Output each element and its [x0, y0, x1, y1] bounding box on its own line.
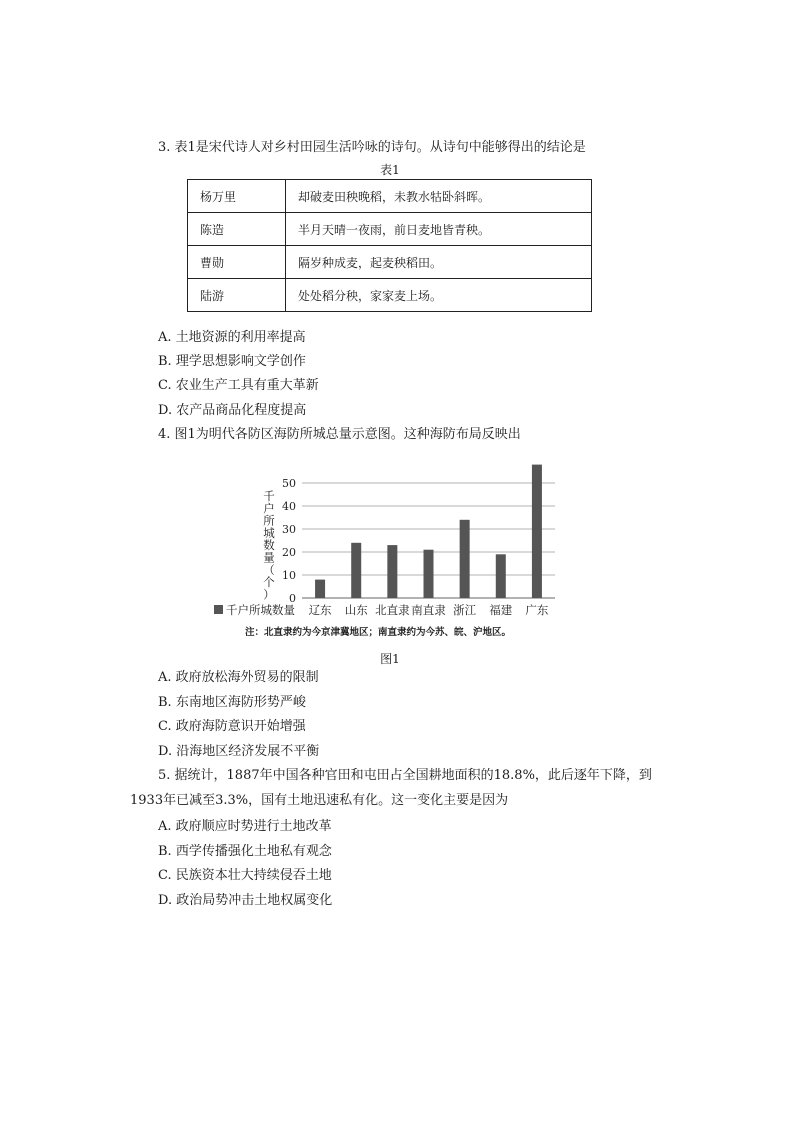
y-axis-label-char: 个 — [263, 575, 275, 590]
q4-option-d[interactable]: D. 沿海地区经济发展不平衡 — [158, 744, 320, 759]
q4-option-c[interactable]: C. 政府海防意识开始增强 — [158, 719, 306, 734]
poet-cell: 曹勋 — [188, 246, 286, 279]
q5-option-d[interactable]: D. 政治局势冲击土地权属变化 — [158, 893, 333, 908]
y-axis-label-char: （ — [263, 562, 275, 577]
chart-note: 注：北直隶约为今京津冀地区；南直隶约为今苏、皖、沪地区。 — [245, 627, 512, 638]
bar — [387, 545, 397, 598]
poet-cell: 陆游 — [188, 279, 286, 312]
q5-option-c[interactable]: C. 民族资本壮大持续侵吞土地 — [158, 868, 332, 883]
figure-caption: 图1 — [380, 652, 400, 666]
x-tick-label: 广东 — [525, 603, 549, 617]
table-row — [188, 246, 592, 279]
y-tick-label: 20 — [282, 546, 296, 559]
q3-option-b[interactable]: B. 理学思想影响文学创作 — [158, 354, 306, 369]
verse-cell: 却破麦田秧晚稻，未教水牯卧斜晖。 — [286, 180, 592, 213]
verse-cell: 处处稻分秧，家家麦上场。 — [286, 279, 592, 312]
bar — [460, 520, 470, 598]
verse-cell: 半月天晴一夜雨，前日麦地皆青秧。 — [286, 213, 592, 246]
q3-option-a[interactable]: A. 土地资源的利用率提高 — [158, 330, 306, 345]
y-axis-label-char: 城 — [263, 525, 275, 540]
y-axis-label-char: 数 — [263, 538, 275, 553]
x-tick-label: 福建 — [489, 603, 513, 617]
bar-chart — [200, 456, 570, 628]
poem-table — [187, 179, 592, 312]
bar — [532, 465, 542, 598]
q5-stem-line2: 1933年已减至3.3%，国有土地迅速私有化。这一变化主要是因为 — [130, 793, 509, 808]
x-tick-label: 辽东 — [308, 603, 332, 617]
q4-option-b[interactable]: B. 东南地区海防形势严峻 — [158, 695, 306, 710]
x-tick-label: 浙江 — [453, 603, 477, 617]
q4-option-a[interactable]: A. 政府放松海外贸易的限制 — [158, 670, 319, 685]
y-tick-label: 50 — [282, 477, 296, 490]
x-tick-label: 南直隶 — [411, 603, 446, 617]
poet-cell: 陈造 — [188, 213, 286, 246]
table-caption: 表1 — [380, 163, 400, 177]
y-tick-label: 0 — [289, 592, 296, 605]
q5-option-a[interactable]: A. 政府顺应时势进行土地改革 — [158, 819, 332, 834]
x-tick-label: 山东 — [344, 603, 368, 617]
y-tick-label: 10 — [282, 569, 296, 582]
x-tick-label: 北直隶 — [375, 603, 410, 617]
poet-cell: 杨万里 — [188, 180, 286, 213]
y-axis-label-char: 千 — [263, 489, 275, 503]
q4-stem: 4. 图1为明代各防区海防所城总量示意图。这种海防布局反映出 — [158, 427, 521, 442]
bar — [496, 554, 506, 598]
q5-stem-line1: 5. 据统计，1887年中国各种官田和屯田占全国耕地面积的18.8%，此后逐年下降，到 — [158, 768, 652, 783]
verse-cell: 隔岁种成麦，起麦秧稻田。 — [286, 246, 592, 279]
q5-option-b[interactable]: B. 西学传播强化土地私有观念 — [158, 844, 332, 859]
bar — [424, 550, 434, 598]
table-row — [188, 180, 592, 213]
q3-stem: 3. 表1是宋代诗人对乡村田园生活吟咏的诗句。从诗句中能够得出的结论是 — [158, 140, 586, 155]
table-row — [188, 213, 592, 246]
y-tick-label: 30 — [282, 523, 296, 536]
y-axis-label-char: ） — [263, 587, 275, 602]
legend-swatch — [214, 605, 223, 614]
y-axis-label-char: 所 — [263, 513, 275, 528]
q3-option-d[interactable]: D. 农产品商品化程度提高 — [158, 403, 307, 418]
bar — [315, 580, 325, 598]
y-axis-label-char: 户 — [263, 501, 275, 516]
y-tick-label: 40 — [282, 500, 296, 513]
y-axis-label-char: 量 — [263, 550, 275, 565]
q3-option-c[interactable]: C. 农业生产工具有重大革新 — [158, 378, 319, 393]
bar — [351, 543, 361, 598]
table-row — [188, 279, 592, 312]
legend-label: 千户所城数量 — [226, 603, 295, 617]
